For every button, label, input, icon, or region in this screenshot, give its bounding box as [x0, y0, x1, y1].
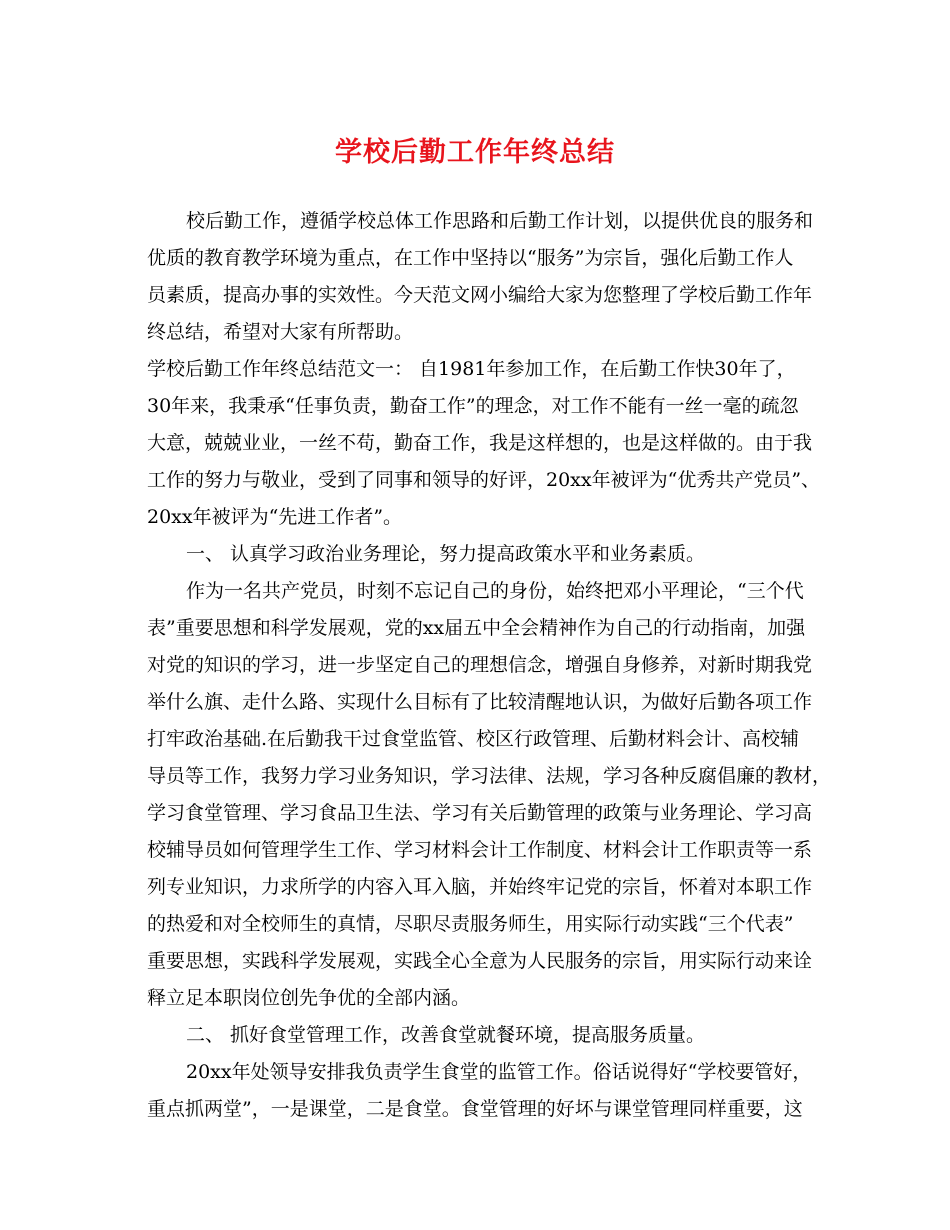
text-line: 重点抓两堂”，一是课堂，二是食堂。食堂管理的好坏与课堂管理同样重要，这: [147, 1098, 803, 1120]
text-line: 导员等工作，我努力学习业务知识，学习法律、法规，学习各种反腐倡廉的教材，: [147, 765, 832, 787]
text-line: 释立足本职岗位创先争优的全部内涵。: [147, 987, 471, 1009]
text-line: 校后勤工作，遵循学校总体工作思路和后勤工作计划，以提供优良的服务和: [186, 210, 814, 232]
text-line: 表”重要思想和科学发展观，党的xx届五中全会精神作为自己的行动指南，加强: [147, 617, 806, 639]
text-line: 列专业知识，力求所学的内容入耳入脑，并始终牢记党的宗旨，怀着对本职工作: [147, 876, 813, 898]
text-line: 终总结，希望对大家有所帮助。: [147, 321, 414, 343]
text-line: 学校后勤工作年终总结范文一： 自1981年参加工作，在后勤工作快30年了，: [147, 358, 796, 380]
text-line: 举什么旗、走什么路、实现什么目标有了比较清醒地认识，为做好后勤各项工作: [147, 691, 813, 713]
text-line: 30年来，我秉承“任事负责，勤奋工作”的理念，对工作不能有一丝一毫的疏忽: [147, 395, 799, 417]
section-heading: 一、 认真学习政治业务理论，努力提高政策水平和业务素质。: [186, 543, 706, 565]
text-line: 对党的知识的学习，进一步坚定自己的理想信念，增强自身修养，对新时期我党: [147, 654, 813, 676]
text-line: 工作的努力与敬业，受到了同事和领导的好评，20xx年被评为“优秀共产党员”、: [147, 469, 821, 491]
text-line: 的热爱和对全校师生的真情，尽职尽责服务师生，用实际行动实践“三个代表”: [147, 913, 794, 935]
text-line: 大意，兢兢业业，一丝不苟，勤奋工作，我是这样想的，也是这样做的。由于我: [147, 432, 813, 454]
text-line: 员素质，提高办事的实效性。今天范文网小编给大家为您整理了学校后勤工作年: [147, 284, 813, 306]
text-line: 20xx年被评为“先进工作者”。: [147, 506, 403, 528]
text-line: 校辅导员如何管理学生工作、学习材料会计工作制度、材料会计工作职责等一系: [147, 839, 813, 861]
text-line: 学习食堂管理、学习食品卫生法、学习有关后勤管理的政策与业务理论、学习高: [147, 802, 813, 824]
document-title: 学校后勤工作年终总结: [335, 137, 615, 168]
text-line: 重要思想，实践科学发展观，实践全心全意为人民服务的宗旨，用实际行动来诠: [147, 950, 813, 972]
text-line: 作为一名共产党员，时刻不忘记自己的身份，始终把邓小平理论，“三个代: [186, 580, 804, 602]
text-line: 20xx年处领导安排我负责学生食堂的监管工作。俗话说得好“学校要管好，: [186, 1061, 812, 1083]
text-line: 优质的教育教学环境为重点，在工作中坚持以“服务”为宗旨，强化后勤工作人: [147, 247, 794, 269]
text-line: 打牢政治基础.在后勤我干过食堂监管、校区行政管理、后勤材料会计、高校辅: [147, 728, 800, 750]
section-heading: 二、 抓好食堂管理工作，改善食堂就餐环境，提高服务质量。: [186, 1024, 706, 1046]
